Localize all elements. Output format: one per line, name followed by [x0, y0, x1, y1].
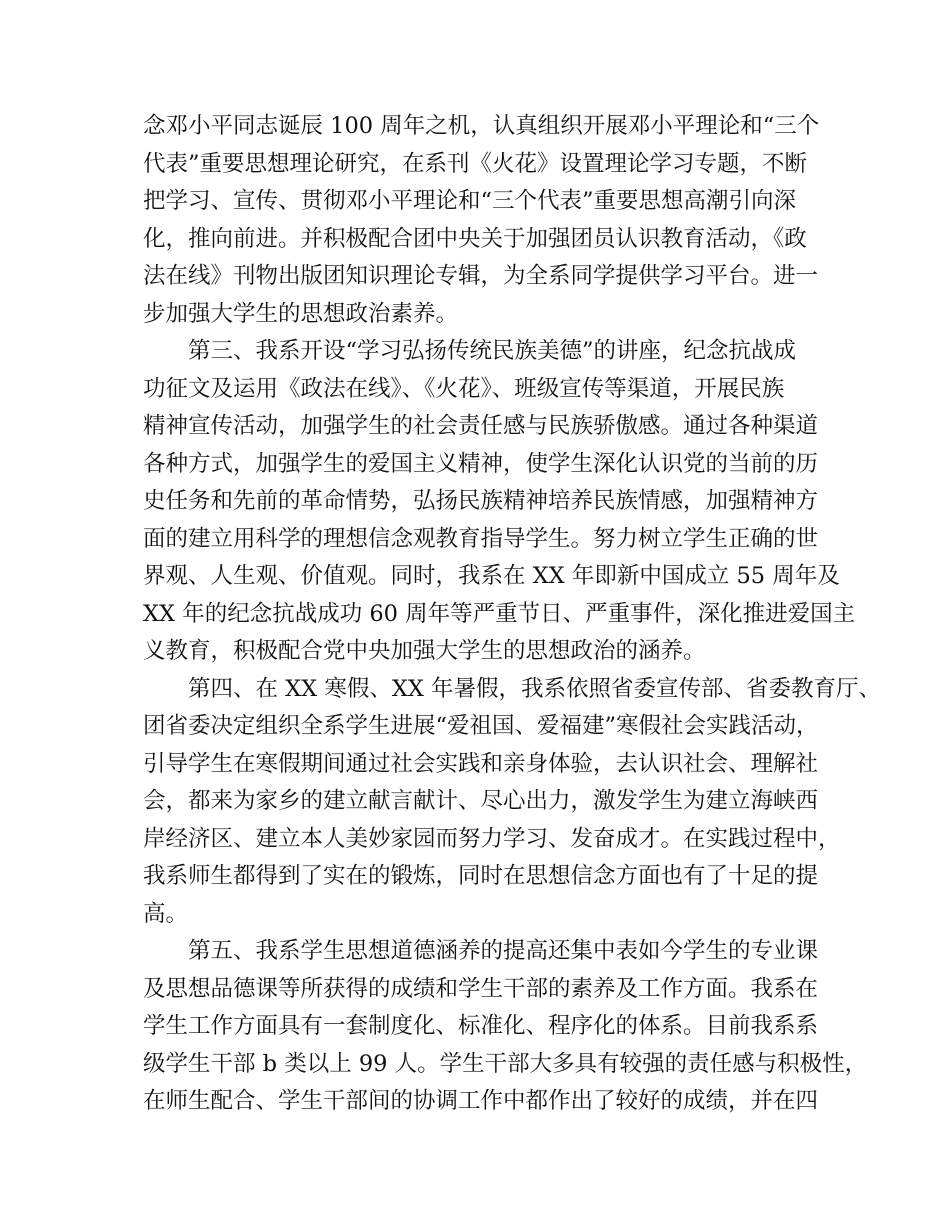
text-line: 学生工作方面具有一套制度化、标准化、程序化的体系。目前我系系 [143, 1013, 819, 1039]
text-line: 代表”重要思想理论研究，在系刊《火花》设置理论学习专题，不断 [143, 150, 808, 177]
text-line: 我系师生都得到了实在的锻炼，同时在思想信念方面也有了十足的提 [143, 863, 819, 889]
text-line: 念邓小平同志诞辰 100 周年之机，认真组织开展邓小平理论和“三个 [143, 113, 820, 139]
text-line: 史任务和先前的革命情势，弘扬民族精神培养民族情感，加强精神方 [143, 488, 819, 514]
text-line: 会，都来为家乡的建立献言献计、尽心出力，激发学生为建立海峡西 [143, 788, 819, 814]
text-line: 功征文及运用《政法在线》、《火花》、班级宣传等渠道，开展民族 [143, 375, 785, 402]
paragraph-start-line: 第五、我系学生思想道德涵养的提高还集中表如今学生的专业课 [188, 938, 819, 964]
text-line: 精神宣传活动，加强学生的社会责任感与民族骄傲感。通过各种渠道 [143, 413, 819, 439]
paragraph-start-line: 第三、我系开设“学习弘扬传统民族美德”的讲座，纪念抗战成 [188, 338, 797, 364]
text-line: 义教育，积极配合党中央加强大学生的思想政治的涵养。 [143, 638, 706, 664]
text-line: 引导学生在寒假期间通过社会实践和亲身体验，去认识社会、理解社 [143, 750, 819, 777]
text-line: 化，推向前进。并积极配合团中央关于加强团员认识教育活动，《政 [143, 225, 807, 252]
document-body [143, 108, 882, 1121]
paragraph-start-line: 第四、在 XX 寒假、XX 年暑假，我系依照省委宣传部、省委教育厅、 [188, 675, 882, 702]
text-line: 岸经济区、建立本人美妙家园而努力学习、发奋成才。在实践过程中， [143, 825, 841, 852]
text-line: 面的建立用科学的理想信念观教育指导学生。努力树立学生正确的世 [143, 525, 819, 552]
text-line: 团省委决定组织全系学生进展“爱祖国、爱福建”寒假社会实践活动， [143, 713, 819, 739]
text-line: 在师生配合、学生干部间的协调工作中都作出了较好的成绩，并在四 [143, 1088, 819, 1114]
text-line: XX 年的纪念抗战成功 60 周年等严重节日、严重事件，深化推进爱国主 [143, 600, 856, 627]
text-line: 高。 [143, 900, 189, 927]
text-line: 及思想品德课等所获得的成绩和学生干部的素养及工作方面。我系在 [143, 975, 819, 1002]
text-line: 各种方式，加强学生的爱国主义精神，使学生深化认识党的当前的历 [143, 450, 819, 477]
text-line: 法在线》刊物出版团知识理论专辑，为全系同学提供学习平台。进一 [143, 263, 819, 289]
text-line: 步加强大学生的思想政治素养。 [143, 300, 459, 327]
text-line: 界观、人生观、价值观。同时，我系在 XX 年即新中国成立 55 周年及 [143, 563, 840, 589]
text-line: 把学习、宣传、贯彻邓小平理论和“三个代表”重要思想高潮引向深 [143, 188, 797, 214]
text-line: 级学生干部 b 类以上 99 人。学生干部大多具有较强的责任感与积极性， [143, 1050, 868, 1077]
